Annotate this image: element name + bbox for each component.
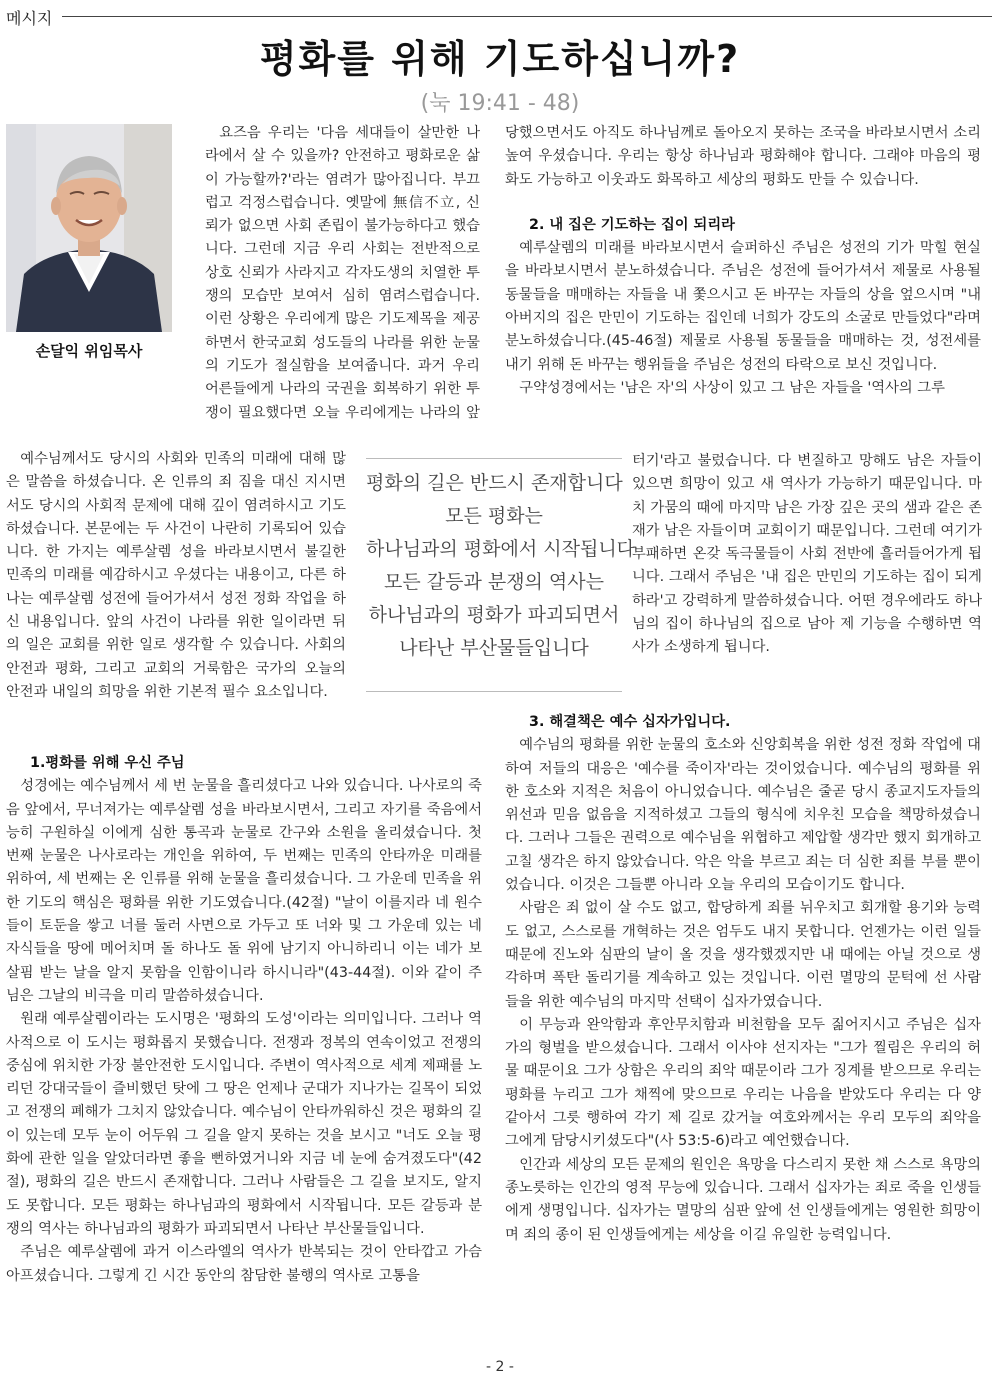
intro-paragraph: 요즈음 우리는 '다음 세대들이 살만한 나라에서 살 수 있을까? 안전하고 평화로운 삶이 가능할까?'라는 염려가 많아집니다. 부끄럽고 걱정스럽습니다. 옛말에 無信不立, 신뢰가 없으면 사회 존립이 불가능하다고 했습니다. 그런데 지금 우리 사회는 전반적으로 상호 신뢰가 사라지고 각자도생의 치열한 투쟁의 모습만 보여서 심히 염려스럽습니다. 이런 상황은 우리에게 많은 기도제목을 제공하면서 한국교회 성도들의 나라를 위한 눈물의 기도가 절실함을 보여줍니다. 과거 우리 어른들에게 나라의 국권을 회복하기 위한 투쟁이 필요했다면 오늘 우리에게는 나라의 앞 [205,125,480,421]
scripture-reference: (눅 19:41 - 48) [420,91,580,116]
right-top-block [505,122,981,400]
section-label: 메시지 [6,9,53,28]
intro-top-block [205,122,480,424]
section-3-paragraph: 사람은 죄 없이 살 수도 없고, 합당하게 죄를 뉘우치고 회개할 용기와 능력도 없고, 스스로를 개혁하는 것은 엄두도 내지 못합니다. 언젠가는 이런 일들 때문에 진노와 심판의 날이 올 것을 생각했겠지만 내 때에는 아닐 것으로 생각하며 폭탄 돌리기를 계속하고 있는 것입니다. 이런 멸망의 문턱에 선 사람들을 위한 예수님의 마지막 선택이 십자가였습니다. [505,900,981,1010]
section-3-paragraph: 예수님의 평화를 위한 눈물의 호소와 신앙회복을 위한 성전 정화 작업에 대하여 저들의 대응은 '예수를 죽이자'라는 것이었습니다. 예수님의 평화를 위한 호소와 지적은 처음이 아니었습니다. 예수님은 줄곧 당시 종교지도자들의 위선과 믿음 없음을 지적하셨고 그들의 형식에 치우친 모습을 책망하셨습니다. 그러나 그들은 권력으로 예수님을 위협하고 제압할 생각만 했지 회개하고 고칠 생각은 하지 않았습니다. 악은 악을 부르고 죄는 더 심한 죄를 부를 뿐이었습니다. 이것은 그들뿐 아니라 오늘 우리의 모습이기도 합니다. [505,737,981,894]
section-3-block [505,711,981,1247]
pull-quote-line: 모든 평화는 [445,505,543,527]
section-1-paragraph: 성경에는 예수님께서 세 번 눈물을 흘리셨다고 나와 있습니다. 나사로의 죽음 앞에서, 무너져가는 예루살렘 성을 바라보시면서, 그리고 자기를 죽음에서 능히 구원하실 이에게 심한 통곡과 눈물로 간구와 소원을 올리셨습니다. 첫 번째 눈물은 나사로라는 개인을 위하여, 두 번째는 민족의 안타까운 미래를 위하여, 세 번째는 온 인류를 위해 눈물을 흘리셨습니다. 그 가운데 민족을 위한 기도의 핵심은 평화를 위한 기도였습니다.(42절) "날이 이를지라 네 원수들이 토둔을 쌓고 너를 둘러 사면으로 가두고 또 너와 및 그 가운데 있는 네 자식들을 땅에 메어치며 돌 하나도 돌 위에 남기지 아니하리니 이는 네가 보살핌 받는 날을 알지 못함을 인함이니라 하시니라"(43-44절). 이와 같이 주님은 그날의 비극을 미리 말씀하셨습니다. [6,778,482,1004]
top-rule [62,16,992,17]
section-1-paragraph: 원래 예루살렘이라는 도시명은 '평화의 도성'이라는 의미입니다. 그러나 역사적으로 이 도시는 평화롭지 못했습니다. 전쟁과 정복의 연속이었고 전쟁의 중심에 위치한 가장 불안전한 도시입니다. 주변이 역사적으로 세계 제패를 노리던 강대국들이 즐비했던 탓에 그 땅은 언제나 군대가 지나가는 길목이 되었고 전쟁의 폐해가 그치지 않았습니다. 예수님이 안타까워하신 것은 평화의 길이 있는데 모두 눈이 어두워 그 길을 알지 못하는 것을 보시고 "너도 오늘 평화에 관한 일을 알았더라면 좋을 뻔하였거니와 지금 네 눈에 숨겨졌도다"(42절), 평화의 길은 반드시 존재합니다. 그러나 사람들은 그 길을 보지도, 알지도 못합니다. 모든 평화는 하나님과의 평화에서 시작됩니다. 모든 갈등과 분쟁의 역사는 하나님과의 평화가 파괴되면서 나타난 부산물들입니다. [6,1011,482,1237]
section-1-paragraph: 주님은 예루살렘에 과거 이스라엘의 역사가 반복되는 것이 안타깝고 가슴 아프셨습니다. 그렇게 긴 시간 동안의 참담한 불행의 역사로 고통을 [6,1244,482,1284]
section-2-paragraph-cont: 터기'라고 불렀습니다. 다 변질하고 망해도 남은 자들이 있으면 희망이 있고 새 역사가 가능하기 때문입니다. 마치 가뭄의 때에 마지막 남은 가장 깊은 곳의 샘과 같은 존재가 남은 자들이며 교회이기 때문입니다. 그런데 여기가 부패하면 온갖 독극물들이 사회 전반에 흘러들어가게 됩니다. 그래서 주님은 '내 집은 만민의 기도하는 집이 되게 하라'고 강력하게 말씀하셨습니다. 어떤 경우에라도 하나님의 집이 하나님의 집으로 남아 제 기능을 수행하면 역사가 소생하게 됩니다. [632,453,982,656]
continued-paragraph: 당했으면서도 아직도 하나님께로 돌아오지 못하는 조국을 바라보시면서 소리 높여 우셨습니다. 우리는 항상 하나님과 평화해야 합니다. 그래야 마음의 평화도 가능하고 이웃과도 화목하고 세상의 평화도 만들 수 있습니다. [505,125,981,188]
pull-quote-line: 하나님과의 평화가 파괴되면서 [368,604,620,626]
section-1-block [6,752,482,1288]
author-portrait-image [6,124,172,332]
section-2-paragraph: 예루살렘의 미래를 바라보시면서 슬퍼하신 주님은 성전의 기가 막힐 현실을 바라보시면서 분노하셨습니다. 주님은 성전에 들어가셔서 제물로 사용될 동물들을 매매하는 자들을 내 쫓으시고 돈 바꾸는 자들의 상을 엎으시며 "내 아버지의 집은 만민이 기도하는 집인데 너희가 강도의 소굴로 만들었다"라며 분노하셨습니다.(45-46절) 제물로 사용될 동물들을 매매하는 것, 성전세를 내기 위해 돈 바꾸는 행위들을 주님은 성전의 타락으로 보신 것입니다. [505,240,981,373]
intro-paragraph-2: 예수님께서도 당시의 사회와 민족의 미래에 대해 많은 말씀을 하셨습니다. 온 인류의 죄 짐을 대신 지시면서도 당시의 사회적 문제에 대해 깊이 염려하시고 기도하셨습니다. 본문에는 두 사건이 나란히 기록되어 있습니다. 한 가지는 예루살렘 성을 바라보시면서 불길한 민족의 미래를 예감하시고 우셨다는 내용이고, 다른 하나는 예루살렘 성전에 들어가셔서 성전 정화 작업을 하신 내용입니다. 앞의 사건이 나라를 위한 일이라면 뒤의 일은 교회를 위한 일로 생각할 수 있습니다. 사회의 안전과 평화, 그리고 교회의 거룩함은 국가의 오늘의 안전과 내일의 희망을 위한 기본적 필수 요소입니다. [6,451,346,700]
section-2-paragraph-start: 구약성경에서는 '남은 자'의 사상이 있고 그 남은 자들을 '역사의 그루 [519,379,945,396]
pull-quote-line: 평화의 길은 반드시 존재합니다 [366,472,623,494]
intro-second-block [6,448,346,704]
section-3-heading: 3. 해결책은 예수 십자가입니다. [529,714,731,730]
section-3-paragraph: 인간과 세상의 모든 문제의 원인은 욕망을 다스리지 못한 채 스스로 욕망의 종노릇하는 인간의 영적 무능에 있습니다. 그래서 십자가는 죄로 죽을 인생들에게 생명입니다. 십자가는 멸망의 심판 앞에 선 인생들에게는 영원한 희망이며 죄의 종이 된 인생들에게는 세상을 이길 유일한 능력입니다. [505,1156,981,1243]
section-1-heading: 1.평화를 위해 우신 주님 [30,755,185,771]
pull-quote-line: 나타난 부산물들입니다 [399,637,589,659]
pull-quote [366,458,636,692]
pull-quote-line: 하나님과의 평화에서 시작됩니다 [366,538,636,560]
pull-quote-line: 모든 갈등과 분쟁의 역사는 [383,571,604,593]
author-photo [6,124,172,332]
page-title: 평화를 위해 기도하십니까? [259,37,741,81]
right-wrap-block [632,450,982,660]
author-caption: 손달익 위임목사 [35,342,143,360]
section-3-paragraph: 이 무능과 완악함과 후안무치함과 비천함을 모두 짊어지시고 주님은 십자가의 형벌을 받으셨습니다. 그래서 이사야 선지자는 "그가 찔림은 우리의 허물 때문이요 그가 상함은 우리의 죄악 때문이라 그가 징계를 받으므로 우리는 평화를 누리고 그가 채찍에 맞으므로 우리는 나음을 받았도다 우리는 다 양 같아서 그릇 행하여 각기 제 길로 갔거늘 여호와께서는 우리 모두의 죄악을 그에게 담당시키셨도다"(사 53:5-6)라고 예언했습니다. [505,1016,981,1150]
page-number: - 2 - [486,1359,514,1375]
section-2-heading: 2. 내 집은 기도하는 집이 되리라 [529,216,735,233]
